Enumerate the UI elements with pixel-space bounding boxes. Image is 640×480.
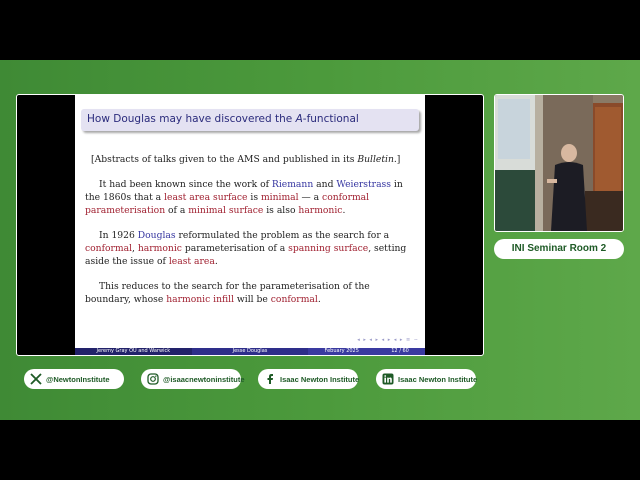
social-label: Isaac Newton Institute <box>280 374 360 384</box>
slide-panel <box>16 94 484 356</box>
speaker-camera <box>494 94 624 232</box>
slide <box>75 95 425 355</box>
slide-title-bar <box>81 109 419 131</box>
social-linkedin[interactable] <box>376 369 476 389</box>
instagram-icon <box>147 373 159 385</box>
social-instagram[interactable] <box>141 369 245 389</box>
social-x[interactable] <box>24 369 124 389</box>
slide-paragraph-1: [Abstracts of talks given to the AMS and published in its Bulletin.] <box>91 154 401 165</box>
slide-paragraph-3: In 1926 Douglas reformulated the problem as the search for a conformal, harmonic parameterisation of a spanning surface, setting aside the issue of least area. <box>85 230 407 267</box>
slide-footer <box>75 348 425 355</box>
slide-paragraph-4: This reduces to the search for the parameterisation of the boundary, whose harmonic infill will be conformal. <box>85 281 370 305</box>
footer-topic: Jesse Douglas <box>192 348 309 355</box>
facebook-icon <box>264 373 276 385</box>
speaker-video-image <box>495 95 623 231</box>
linkedin-icon <box>382 373 394 385</box>
x-icon <box>30 373 42 385</box>
footer-page: 12 / 60 <box>391 348 409 354</box>
social-label: Isaac Newton Institute <box>398 374 478 384</box>
footer-author: Jeremy Gray OU and Warwick <box>75 348 192 355</box>
social-label: @NewtonInstitute <box>46 374 110 384</box>
beamer-nav-icons[interactable]: ◂ ▸ ◂ ▸ ◂ ▸ ◂ ▸ ≡ ∽ <box>357 337 419 343</box>
slide-title: How Douglas may have discovered the A-functional <box>87 113 359 125</box>
slide-paragraph-2: It had been known since the work of Riemann and Weierstrass in the 1860s that a least area surface is minimal — a conformal parameterisation of a minimal surface is also harmonic. <box>85 179 403 216</box>
social-label: @isaacnewtoninstitute <box>163 374 245 384</box>
footer-date: Febuary 2025 <box>324 348 359 354</box>
social-facebook[interactable] <box>258 369 358 389</box>
room-label: INI Seminar Room 2 <box>494 239 624 259</box>
footer-date-page <box>308 348 425 355</box>
slide-body <box>85 153 415 318</box>
